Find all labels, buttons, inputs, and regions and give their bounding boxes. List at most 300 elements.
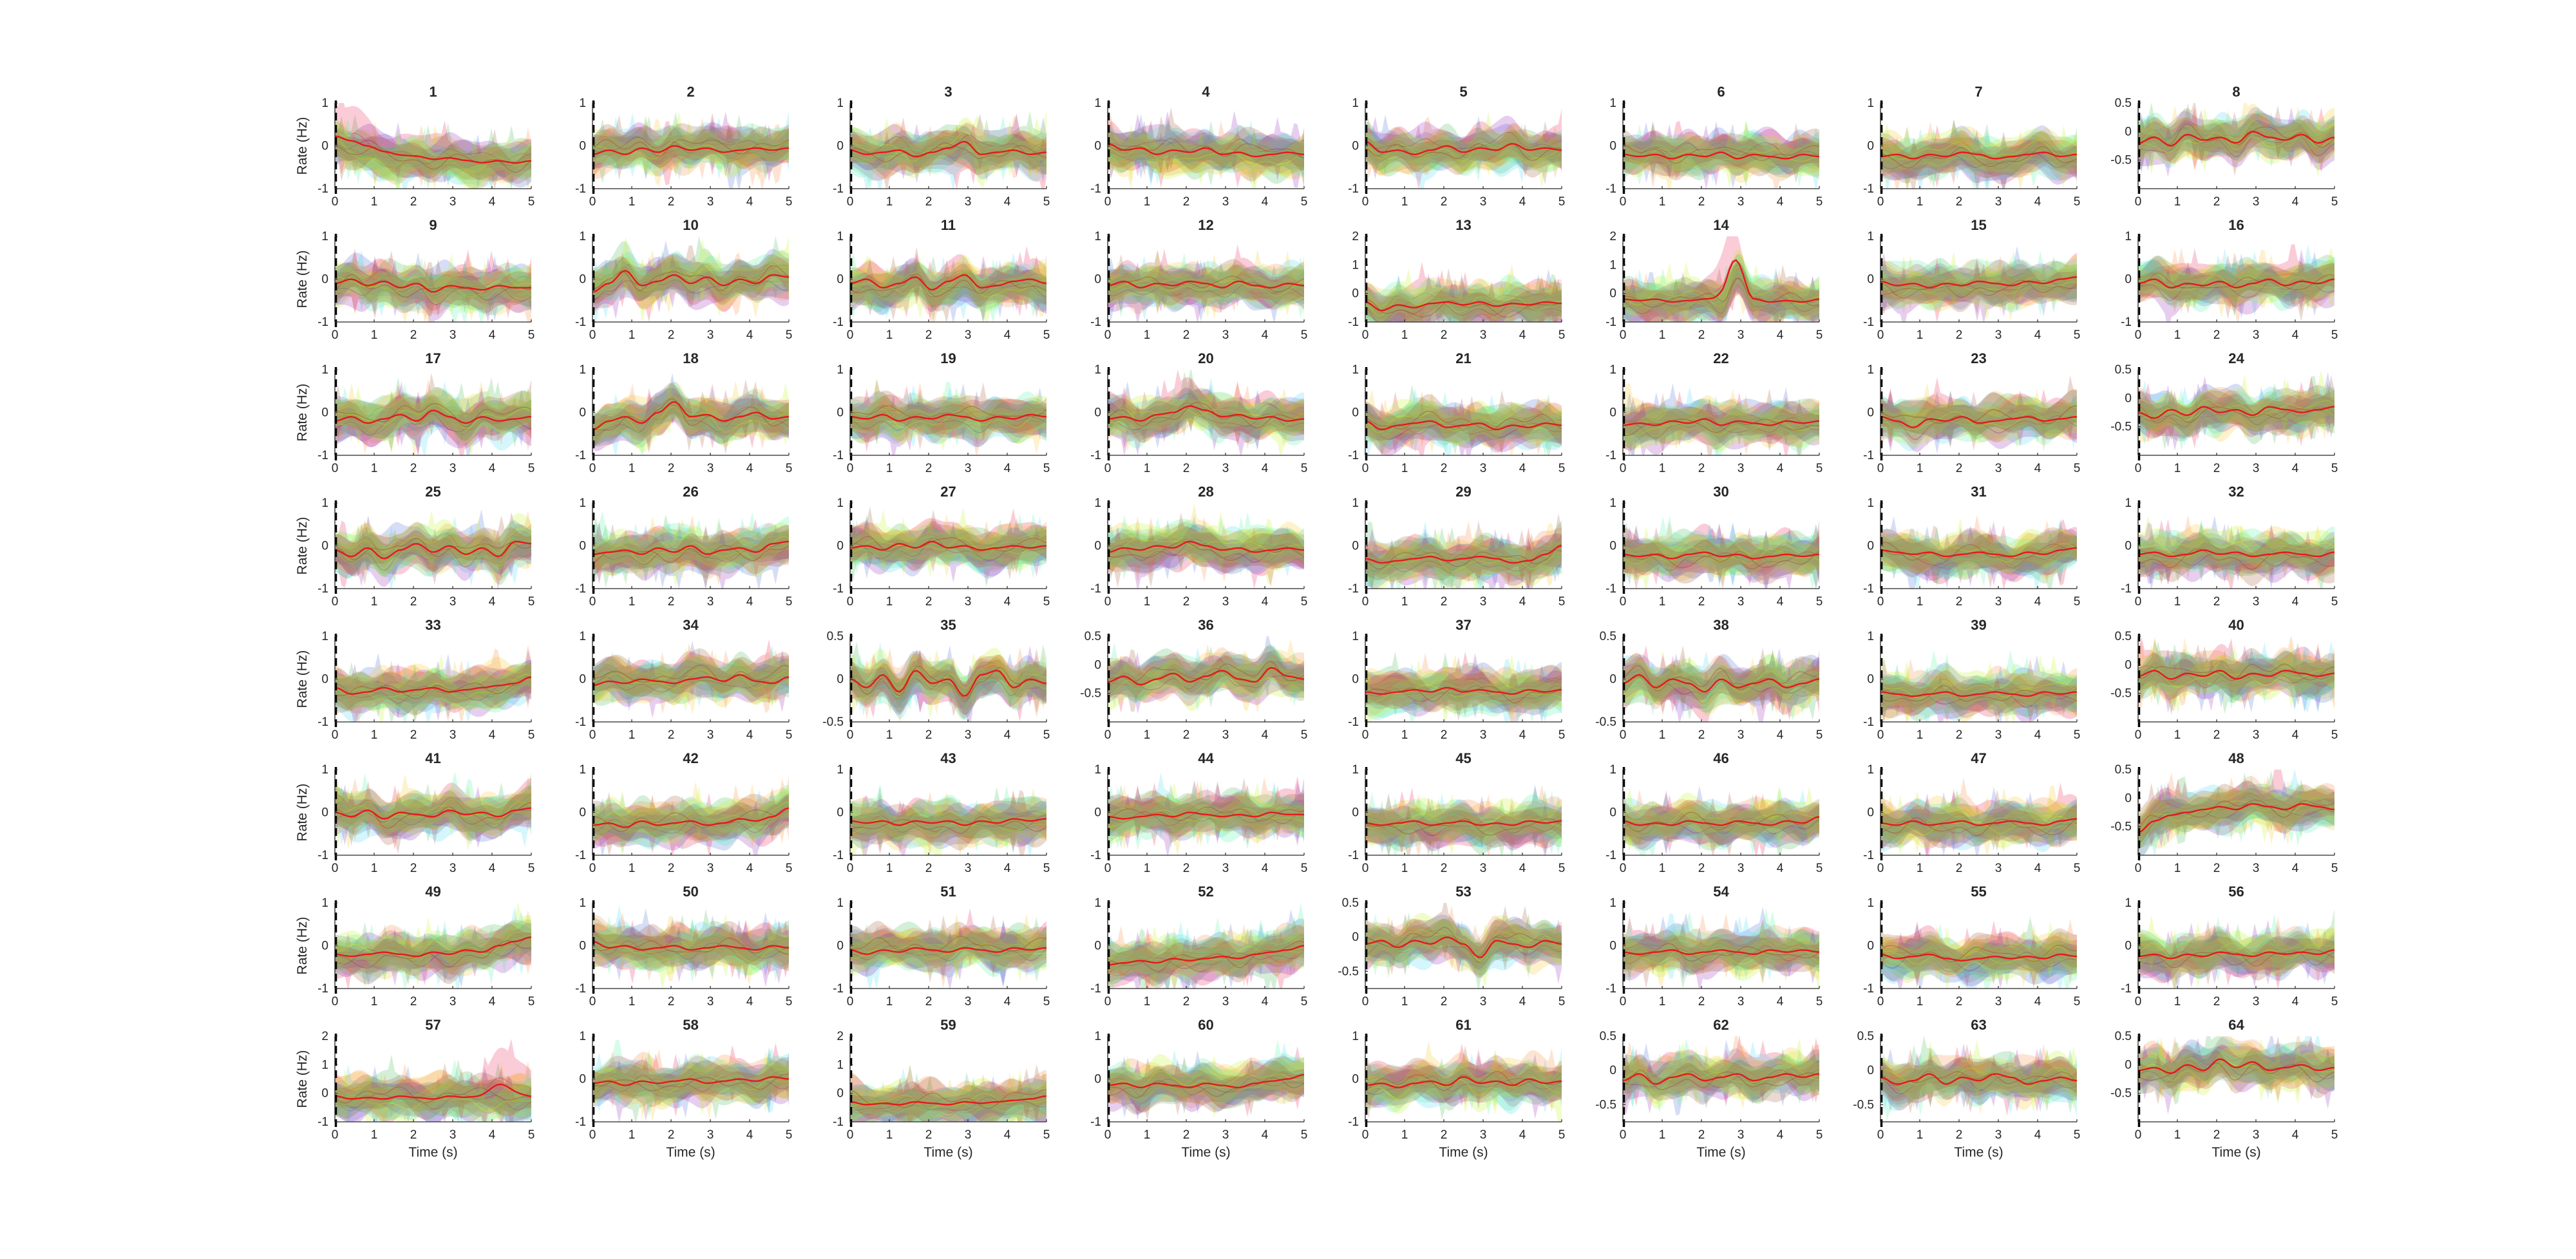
panel-5-xtick-label: 4 <box>1519 195 1526 209</box>
panel-7-ytick-label: 1 <box>1867 97 1874 110</box>
panel-3 <box>833 84 1050 209</box>
panel-55-xtick-label: 0 <box>1877 995 1884 1008</box>
panel-5-xtick-label: 2 <box>1440 195 1448 209</box>
panel-18-xtick-label: 4 <box>746 462 753 475</box>
panel-22-xtick-label: 2 <box>1698 462 1705 475</box>
panel-39-xtick-label: 5 <box>2073 728 2081 742</box>
panel-2 <box>575 84 792 209</box>
panel-26-ytick-label: -1 <box>575 582 586 596</box>
panel-34-xtick-label: 5 <box>785 728 793 742</box>
panel-18-xtick-label: 2 <box>667 462 675 475</box>
panel-23-xtick-label: 2 <box>1955 462 1963 475</box>
panel-31-ytick-label: -1 <box>1863 582 1874 596</box>
panel-34-xtick-label: 1 <box>628 728 636 742</box>
panel-21-xtick-label: 5 <box>1558 462 1566 475</box>
panel-2-ytick-label: 0 <box>579 139 586 153</box>
panel-5-title: 5 <box>1459 84 1468 100</box>
panel-24-plot-area <box>2138 370 2334 451</box>
panel-54-ytick-label: 1 <box>1609 896 1616 910</box>
panel-2-xtick-label: 0 <box>589 195 596 209</box>
panel-58-xtick-label: 0 <box>589 1128 596 1142</box>
panel-33-title: 33 <box>425 617 441 633</box>
panel-43-title: 43 <box>940 750 956 766</box>
panel-51-xtick-label: 0 <box>846 995 854 1008</box>
panel-39-ytick-label: 1 <box>1867 630 1874 643</box>
panel-38-xtick-label: 3 <box>1737 728 1745 742</box>
panel-7-ytick-label: 0 <box>1867 139 1874 153</box>
panel-25 <box>295 484 535 609</box>
panel-52-xtick-label: 5 <box>1300 995 1308 1008</box>
panel-3-xtick-label: 4 <box>1003 195 1011 209</box>
panel-58-xtick-label: 5 <box>785 1128 793 1142</box>
panel-61-ytick-label: 0 <box>1352 1072 1359 1086</box>
panel-57-ytick-label: 1 <box>321 1058 328 1072</box>
panel-16-xtick-label: 0 <box>2134 328 2142 342</box>
panel-60-ytick-label: 1 <box>1094 1030 1101 1043</box>
panel-58-xtick-label: 1 <box>628 1128 636 1142</box>
panel-14 <box>1605 210 1823 342</box>
panel-50-xtick-label: 3 <box>706 995 714 1008</box>
panel-33-ylabel: Rate (Hz) <box>295 650 310 708</box>
panel-62 <box>1595 1017 1823 1160</box>
panel-17-xtick-label: 0 <box>331 462 339 475</box>
panel-25-xtick-label: 0 <box>331 595 339 609</box>
panel-43-ytick-label: -1 <box>833 849 844 862</box>
panel-35-ytick-label: 0.5 <box>826 630 844 643</box>
panel-36-plot-area <box>1108 631 1304 714</box>
panel-59-ytick-label: -1 <box>833 1115 844 1129</box>
panel-60-plot-area <box>1108 1040 1304 1121</box>
panel-24-xtick-label: 2 <box>2213 462 2221 475</box>
panel-36-title: 36 <box>1198 617 1214 633</box>
panel-38-ytick-label: -0.5 <box>1595 715 1616 729</box>
panel-22-ytick-label: 1 <box>1609 363 1616 377</box>
panel-2-xtick-label: 5 <box>785 195 793 209</box>
panel-61-xtick-label: 2 <box>1440 1128 1448 1142</box>
panel-57 <box>295 1017 535 1160</box>
panel-46-ytick-label: 0 <box>1609 806 1616 820</box>
panel-24-title: 24 <box>2228 350 2244 366</box>
panel-8-xtick-label: 1 <box>2174 195 2181 209</box>
panel-2-xtick-label: 1 <box>628 195 636 209</box>
panel-18-title: 18 <box>683 350 699 366</box>
panel-39-ytick-label: 0 <box>1867 672 1874 686</box>
panel-18-ytick-label: -1 <box>575 449 586 462</box>
panel-45-xtick-label: 2 <box>1440 862 1448 875</box>
panel-29-ytick-label: 0 <box>1352 539 1359 553</box>
panel-22-xtick-label: 5 <box>1815 462 1823 475</box>
panel-46-ytick-label: 1 <box>1609 763 1616 777</box>
panel-44-ytick-label: -1 <box>1090 849 1101 862</box>
panel-45-ytick-label: -1 <box>1348 849 1359 862</box>
panel-11-xtick-label: 2 <box>925 328 933 342</box>
panel-51-xtick-label: 5 <box>1043 995 1050 1008</box>
panel-20-xtick-label: 1 <box>1143 462 1151 475</box>
panel-9 <box>295 217 535 342</box>
panel-34-xtick-label: 0 <box>589 728 596 742</box>
panel-21-xtick-label: 1 <box>1401 462 1408 475</box>
panel-15-xtick-label: 1 <box>1916 328 1924 342</box>
panel-64-title: 64 <box>2228 1017 2244 1033</box>
panel-51-title: 51 <box>940 884 956 900</box>
panel-44-xtick-label: 4 <box>1261 862 1269 875</box>
panel-28-ytick-label: 1 <box>1094 497 1101 510</box>
panel-11 <box>833 217 1050 342</box>
panel-48-xtick-label: 4 <box>2291 862 2299 875</box>
panel-57-ytick-label: -1 <box>317 1115 328 1129</box>
panel-4-xtick-label: 4 <box>1261 195 1269 209</box>
panel-50-ytick-label: -1 <box>575 982 586 996</box>
panel-62-xtick-label: 4 <box>1776 1128 1784 1142</box>
panel-46-xtick-label: 1 <box>1658 862 1666 875</box>
panel-57-xtick-label: 3 <box>449 1128 457 1142</box>
panel-9-xtick-label: 4 <box>488 328 496 342</box>
panel-1-xtick-label: 1 <box>370 195 378 209</box>
panel-63-ytick-label: 0.5 <box>1857 1030 1874 1043</box>
panel-48-ytick-label: -0.5 <box>2110 820 2132 834</box>
panel-44-title: 44 <box>1198 750 1214 766</box>
panel-7-xtick-label: 1 <box>1916 195 1924 209</box>
panel-36-xtick-label: 2 <box>1182 728 1190 742</box>
panel-35-xtick-label: 4 <box>1003 728 1011 742</box>
panel-62-title: 62 <box>1713 1017 1729 1033</box>
panel-22-xtick-label: 3 <box>1737 462 1745 475</box>
panel-57-xtick-label: 0 <box>331 1128 339 1142</box>
panel-29-xtick-label: 1 <box>1401 595 1408 609</box>
panel-3-ytick-label: 1 <box>837 97 844 110</box>
panel-44 <box>1090 750 1307 875</box>
panel-25-ylabel: Rate (Hz) <box>295 516 310 575</box>
panel-3-xtick-label: 1 <box>886 195 893 209</box>
panel-30-ytick-label: 0 <box>1609 539 1616 553</box>
panel-44-xtick-label: 5 <box>1300 862 1308 875</box>
panel-41-ytick-label: 0 <box>321 806 328 820</box>
panel-11-xtick-label: 0 <box>846 328 854 342</box>
panel-14-ytick-label: 1 <box>1609 258 1616 272</box>
panel-30-xtick-label: 5 <box>1815 595 1823 609</box>
panel-62-ytick-label: 0.5 <box>1599 1030 1616 1043</box>
panel-49 <box>295 884 535 1008</box>
panel-45-xtick-label: 4 <box>1519 862 1526 875</box>
panel-60 <box>1090 1017 1307 1160</box>
panel-39-xtick-label: 0 <box>1877 728 1884 742</box>
panel-61 <box>1348 1017 1565 1160</box>
panel-62-ytick-label: -0.5 <box>1595 1098 1616 1112</box>
panel-21-xtick-label: 2 <box>1440 462 1448 475</box>
panel-37-plot-area <box>1365 651 1562 733</box>
panel-10-xtick-label: 0 <box>589 328 596 342</box>
panel-4-xtick-label: 3 <box>1222 195 1229 209</box>
panel-2-title: 2 <box>687 84 695 100</box>
panel-15 <box>1863 217 2080 342</box>
panel-58-xtick-label: 4 <box>746 1128 753 1142</box>
panel-35-xtick-label: 3 <box>964 728 972 742</box>
panel-51-xtick-label: 3 <box>964 995 972 1008</box>
panel-9-ytick-label: 0 <box>321 272 328 287</box>
panel-16 <box>2121 217 2338 342</box>
panel-10-plot-area <box>592 234 789 325</box>
panel-15-plot-area <box>1880 246 2077 330</box>
panel-19-ytick-label: 0 <box>837 406 844 420</box>
panel-64-xlabel: Time (s) <box>2211 1145 2261 1160</box>
panel-54-xtick-label: 3 <box>1737 995 1745 1008</box>
panel-35-xtick-label: 0 <box>846 728 854 742</box>
panel-29-xtick-label: 4 <box>1519 595 1526 609</box>
panel-14-xtick-label: 5 <box>1815 328 1823 342</box>
panel-53-xtick-label: 2 <box>1440 995 1448 1008</box>
panel-26-xtick-label: 3 <box>706 595 714 609</box>
panel-9-xtick-label: 2 <box>410 328 417 342</box>
panel-47-plot-area <box>1880 778 2077 863</box>
panel-52-xtick-label: 1 <box>1143 995 1151 1008</box>
panel-55-ytick-label: 0 <box>1867 939 1874 953</box>
panel-21-xtick-label: 0 <box>1361 462 1369 475</box>
panel-36-xtick-label: 4 <box>1261 728 1269 742</box>
panel-22-xtick-label: 4 <box>1776 462 1784 475</box>
panel-37-ytick-label: 1 <box>1352 630 1359 643</box>
panel-9-ytick-label: -1 <box>317 316 328 329</box>
panel-24-xtick-label: 5 <box>2331 462 2338 475</box>
panel-11-plot-area <box>850 246 1046 332</box>
panel-30-xtick-label: 2 <box>1698 595 1705 609</box>
panel-53 <box>1338 884 1565 1008</box>
panel-8-xtick-label: 2 <box>2213 195 2221 209</box>
panel-52-ytick-label: 1 <box>1094 896 1101 910</box>
panel-62-xlabel: Time (s) <box>1696 1145 1746 1160</box>
panel-6-ytick-label: 0 <box>1609 139 1616 153</box>
panel-8-title: 8 <box>2232 84 2240 100</box>
panel-33-xtick-label: 0 <box>331 728 339 742</box>
panel-59-plot-area <box>850 1065 1046 1142</box>
panel-16-ytick-label: 1 <box>2125 230 2132 243</box>
panel-36-ytick-label: -0.5 <box>1080 686 1101 701</box>
panel-37-title: 37 <box>1455 617 1472 633</box>
panel-1-ytick-label: -1 <box>317 182 328 196</box>
panel-63-title: 63 <box>1971 1017 1987 1033</box>
panel-57-xtick-label: 5 <box>527 1128 535 1142</box>
panel-14-xtick-label: 1 <box>1658 328 1666 342</box>
panel-32-ytick-label: 1 <box>2125 497 2132 510</box>
panel-13-xtick-label: 4 <box>1519 328 1526 342</box>
panel-20-xtick-label: 2 <box>1182 462 1190 475</box>
panel-59-xtick-label: 0 <box>846 1128 854 1142</box>
panel-1-ytick-label: 0 <box>321 139 328 153</box>
panel-11-xtick-label: 4 <box>1003 328 1011 342</box>
panel-54-xtick-label: 0 <box>1619 995 1627 1008</box>
panel-5-xtick-label: 5 <box>1558 195 1566 209</box>
panel-2-xtick-label: 3 <box>706 195 714 209</box>
panel-13 <box>1348 217 1565 346</box>
panel-28 <box>1090 484 1307 609</box>
panel-34-ytick-label: 0 <box>579 672 586 686</box>
panel-16-plot-area <box>2138 244 2334 332</box>
panel-21-plot-area <box>1365 384 1562 464</box>
panel-13-ytick-label: 1 <box>1352 258 1359 272</box>
panel-10-ytick-label: -1 <box>575 316 586 329</box>
panel-22 <box>1605 350 1823 475</box>
panel-38-xtick-label: 0 <box>1619 728 1627 742</box>
panel-20-xtick-label: 5 <box>1300 462 1308 475</box>
panel-23-xtick-label: 3 <box>1994 462 2002 475</box>
panel-44-xtick-label: 3 <box>1222 862 1229 875</box>
panel-51-ytick-label: 1 <box>837 896 844 910</box>
panel-20 <box>1090 350 1307 475</box>
panel-36-ytick-label: 0.5 <box>1084 630 1101 643</box>
panel-43-ytick-label: 1 <box>837 763 844 777</box>
panel-7-ytick-label: -1 <box>1863 182 1874 196</box>
panel-3-ytick-label: 0 <box>837 139 844 153</box>
panel-59-xtick-label: 2 <box>925 1128 933 1142</box>
panel-11-ytick-label: 0 <box>837 272 844 287</box>
panel-48-ytick-label: 0.5 <box>2114 763 2132 777</box>
panel-39-xtick-label: 3 <box>1994 728 2002 742</box>
panel-61-ytick-label: 1 <box>1352 1030 1359 1043</box>
panel-51-ytick-label: -1 <box>833 982 844 996</box>
panel-1-ytick-label: 1 <box>321 97 328 110</box>
panel-50-ytick-label: 1 <box>579 896 586 910</box>
panel-16-ytick-label: 0 <box>2125 272 2132 287</box>
panel-24-xtick-label: 1 <box>2174 462 2181 475</box>
panel-15-xtick-label: 5 <box>2073 328 2081 342</box>
panel-1-ylabel: Rate (Hz) <box>295 117 310 175</box>
panel-39-ytick-label: -1 <box>1863 715 1874 729</box>
panel-37-ytick-label: 0 <box>1352 672 1359 686</box>
panel-41-ylabel: Rate (Hz) <box>295 783 310 842</box>
panel-37-xtick-label: 2 <box>1440 728 1448 742</box>
panel-46-xtick-label: 5 <box>1815 862 1823 875</box>
panel-6-xtick-label: 5 <box>1815 195 1823 209</box>
panel-16-ytick-label: -1 <box>2121 316 2132 329</box>
panel-54-ytick-label: -1 <box>1605 982 1616 996</box>
panel-31-xtick-label: 0 <box>1877 595 1884 609</box>
panel-18-xtick-label: 5 <box>785 462 793 475</box>
panel-32-xtick-label: 4 <box>2291 595 2299 609</box>
panel-26-title: 26 <box>683 484 699 500</box>
panel-64-ytick-label: 0 <box>2125 1058 2132 1072</box>
panel-60-xtick-label: 2 <box>1182 1128 1190 1142</box>
panel-35-title: 35 <box>940 617 956 633</box>
panel-23-title: 23 <box>1971 350 1987 366</box>
panel-41-xtick-label: 2 <box>410 862 417 875</box>
panel-9-ytick-label: 1 <box>321 230 328 243</box>
panel-42-title: 42 <box>683 750 699 766</box>
panel-16-xtick-label: 2 <box>2213 328 2221 342</box>
panel-40-xtick-label: 1 <box>2174 728 2181 742</box>
panel-30-title: 30 <box>1713 484 1729 500</box>
panel-45-xtick-label: 0 <box>1361 862 1369 875</box>
panel-28-xtick-label: 2 <box>1182 595 1190 609</box>
panel-39-plot-area <box>1880 650 2077 738</box>
panel-47-title: 47 <box>1971 750 1987 766</box>
panel-28-ytick-label: 0 <box>1094 539 1101 553</box>
panel-56-ytick-label: 0 <box>2125 939 2132 953</box>
panel-29-ytick-label: 1 <box>1352 497 1359 510</box>
panel-17-ytick-label: 1 <box>321 363 328 377</box>
panel-38 <box>1595 617 1823 742</box>
panel-27-plot-area <box>850 506 1046 587</box>
panel-3-title: 3 <box>944 84 952 100</box>
panel-44-xtick-label: 1 <box>1143 862 1151 875</box>
panel-6-title: 6 <box>1717 84 1725 100</box>
panel-31-xtick-label: 4 <box>2034 595 2041 609</box>
panel-24-ytick-label: 0.5 <box>2114 363 2132 377</box>
panel-63 <box>1853 1017 2080 1160</box>
panel-3-xtick-label: 5 <box>1043 195 1050 209</box>
panel-31-xtick-label: 2 <box>1955 595 1963 609</box>
panel-6-xtick-label: 0 <box>1619 195 1627 209</box>
panel-47-xtick-label: 0 <box>1877 862 1884 875</box>
panel-49-ytick-label: 1 <box>321 896 328 910</box>
panel-61-title: 61 <box>1455 1017 1472 1033</box>
panel-9-title: 9 <box>429 217 437 233</box>
panel-40-title: 40 <box>2228 617 2244 633</box>
panel-29-xtick-label: 3 <box>1479 595 1487 609</box>
panel-26-xtick-label: 2 <box>667 595 675 609</box>
panel-25-ytick-label: 0 <box>321 539 328 553</box>
panel-50-xtick-label: 1 <box>628 995 636 1008</box>
panel-19-plot-area <box>850 379 1046 460</box>
panel-51-xtick-label: 2 <box>925 995 933 1008</box>
panel-62-plot-area <box>1623 1030 1819 1117</box>
panel-49-ytick-label: -1 <box>317 982 328 996</box>
panel-19 <box>833 350 1050 475</box>
panel-20-xtick-label: 0 <box>1104 462 1112 475</box>
panel-36-xtick-label: 1 <box>1143 728 1151 742</box>
panel-20-xtick-label: 3 <box>1222 462 1229 475</box>
panel-51-plot-area <box>850 908 1046 992</box>
panel-47-ytick-label: -1 <box>1863 849 1874 862</box>
panel-11-xtick-label: 3 <box>964 328 972 342</box>
panel-47-xtick-label: 1 <box>1916 862 1924 875</box>
panel-60-xtick-label: 5 <box>1300 1128 1308 1142</box>
panel-39-xtick-label: 4 <box>2034 728 2041 742</box>
panel-57-ytick-label: 0 <box>321 1086 328 1101</box>
panel-17-xtick-label: 4 <box>488 462 496 475</box>
panel-46-xtick-label: 2 <box>1698 862 1705 875</box>
panel-12-ytick-label: 1 <box>1094 230 1101 243</box>
panel-17-xtick-label: 3 <box>449 462 457 475</box>
panel-45-ytick-label: 1 <box>1352 763 1359 777</box>
panel-18-ytick-label: 0 <box>579 406 586 420</box>
panel-14-xtick-label: 2 <box>1698 328 1705 342</box>
panel-34-xtick-label: 2 <box>667 728 675 742</box>
panel-56-xtick-label: 1 <box>2174 995 2181 1008</box>
panel-13-xtick-label: 1 <box>1401 328 1408 342</box>
panel-33-xtick-label: 1 <box>370 728 378 742</box>
panel-42 <box>575 750 792 875</box>
panel-53-xtick-label: 4 <box>1519 995 1526 1008</box>
panel-15-ytick-label: -1 <box>1863 316 1874 329</box>
panel-48-plot-area <box>2138 768 2334 858</box>
panel-5-ytick-label: -1 <box>1348 182 1359 196</box>
panel-34-title: 34 <box>683 617 699 633</box>
panel-10-xtick-label: 3 <box>706 328 714 342</box>
panel-49-title: 49 <box>425 884 441 900</box>
panel-6-xtick-label: 1 <box>1658 195 1666 209</box>
panel-43-xtick-label: 1 <box>886 862 893 875</box>
panel-34-ytick-label: -1 <box>575 715 586 729</box>
panel-41-plot-area <box>335 771 531 854</box>
panel-1-title: 1 <box>429 84 437 100</box>
panel-35 <box>822 617 1050 742</box>
panel-12-xtick-label: 0 <box>1104 328 1112 342</box>
panel-46-ytick-label: -1 <box>1605 849 1616 862</box>
panel-40-xtick-label: 3 <box>2252 728 2260 742</box>
panel-12-xtick-label: 5 <box>1300 328 1308 342</box>
panel-32-xtick-label: 5 <box>2331 595 2338 609</box>
panel-18-xtick-label: 1 <box>628 462 636 475</box>
panel-32-title: 32 <box>2228 484 2244 500</box>
